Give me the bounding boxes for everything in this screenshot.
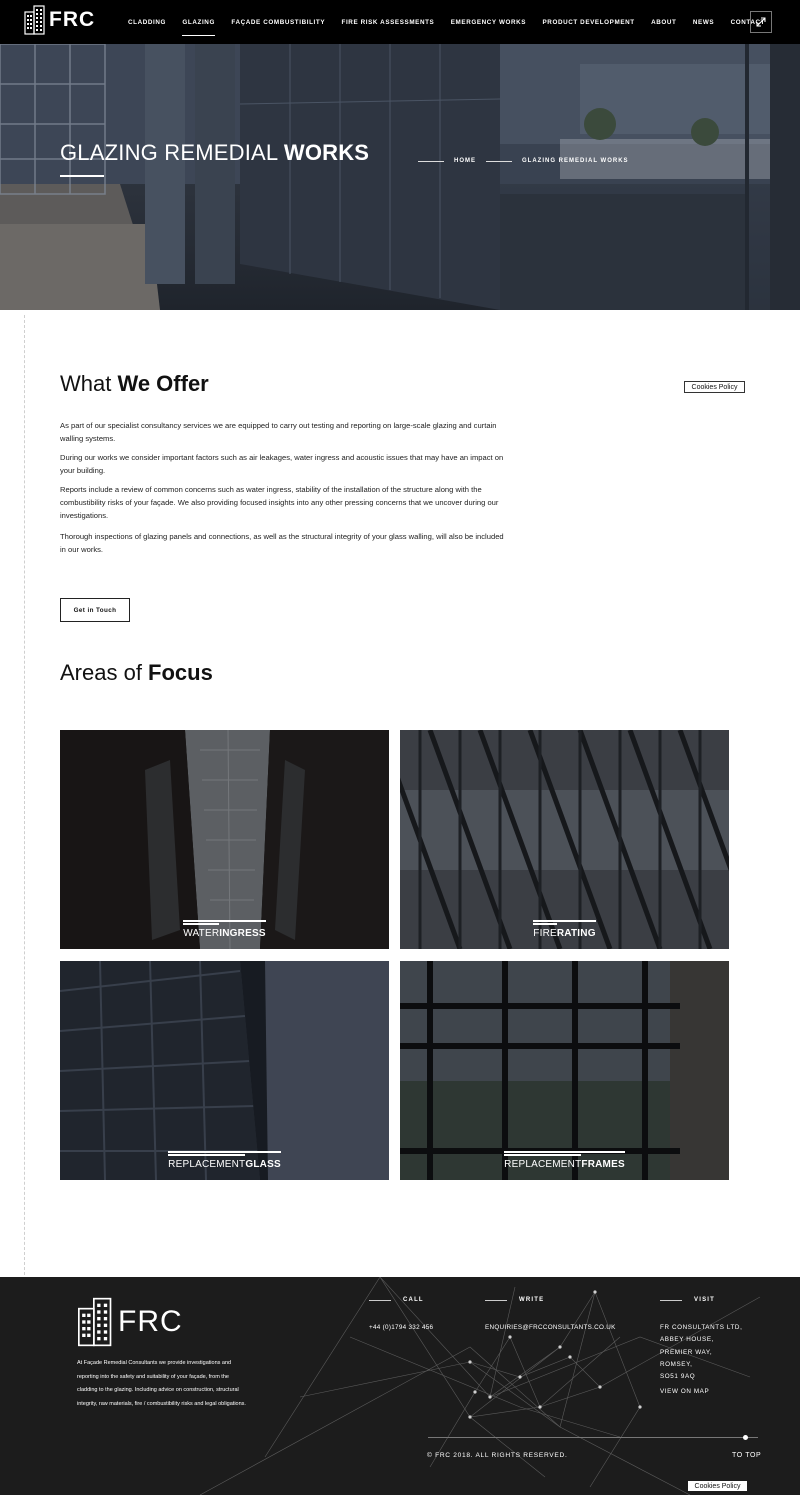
logo-text: FRC: [49, 8, 96, 31]
offer-paragraph: During our works we consider important factors such as air leakages, water ingress and acoustic issues that may have an impact on your building.: [60, 453, 504, 475]
card-label-bold: RATING: [556, 928, 596, 939]
top-navigation-bar: [0, 0, 800, 44]
footer-address: [660, 1322, 742, 1399]
offer-paragraph: As part of our specialist consultancy services we are equipped to carry out testing and reporting on large-scale glazing and curtain walling systems.: [60, 421, 497, 443]
breadcrumb-home[interactable]: HOME: [454, 158, 476, 164]
focus-heading-bold: Focus: [148, 660, 213, 685]
to-top-link[interactable]: TO TOP: [732, 1452, 762, 1459]
nav-news[interactable]: NEWS: [692, 18, 715, 26]
menu-toggle-button[interactable]: [750, 11, 772, 33]
breadcrumb-current: GLAZING REMEDIAL WORKS: [522, 158, 629, 164]
building-logo-icon: [24, 5, 46, 35]
write-label: WRITE: [519, 1297, 545, 1303]
page-title-light: GLAZING REMEDIAL: [60, 140, 284, 165]
card-label: [60, 1153, 389, 1170]
scroll-dot: [743, 1435, 748, 1440]
page-title-bold: WORKS: [283, 140, 370, 165]
address-line: ABBEY HOUSE,: [660, 1336, 714, 1344]
resize-arrows-icon: [756, 17, 766, 27]
footer-logo-text: FRC: [118, 1305, 183, 1338]
offer-paragraph: Reports include a review of common concerns such as water ingress, stability of the installation of the structure along with the combustibility risks of your façade. We also providing focused insights into any other pressing concerns that we uncover during our investigations.: [60, 485, 499, 520]
offer-paragraph: Thorough inspections of glazing panels and connections, as well as the structural integrity of your glass walling, will also be included in our works.: [60, 532, 504, 554]
view-on-map-link[interactable]: VIEW ON MAP: [660, 1388, 710, 1396]
card-label-bold: FRAMES: [581, 1159, 625, 1170]
title-underline: [60, 175, 104, 177]
nav-facade-combustibility[interactable]: FAÇADE COMBUSTIBILITY: [231, 18, 326, 26]
breadcrumb: [408, 158, 629, 164]
diagonal-facade-photo: [400, 730, 729, 949]
nav-glazing[interactable]: GLAZING: [182, 18, 215, 26]
card-label-bold: GLASS: [245, 1159, 281, 1170]
card-label-bold: INGRESS: [219, 928, 266, 939]
nav-cladding[interactable]: CLADDING: [128, 18, 167, 26]
focus-card-fire-rating[interactable]: [400, 730, 729, 949]
hero-banner: [0, 44, 800, 310]
footer-logo[interactable]: [77, 1297, 183, 1347]
card-label: [400, 1153, 729, 1170]
call-label: CALL: [403, 1297, 424, 1303]
address-line: PREMIER WAY,: [660, 1348, 713, 1356]
frc-logo[interactable]: [24, 5, 95, 35]
building-logo-icon: [77, 1297, 114, 1347]
nav-product-development[interactable]: PRODUCT DEVELOPMENT: [542, 18, 635, 26]
breadcrumb-divider: [486, 161, 512, 162]
scroll-line: [428, 1437, 758, 1438]
card-label: [400, 922, 729, 939]
address-line: ROMSEY,: [660, 1360, 693, 1368]
heading-divider: [369, 1300, 391, 1301]
side-dashed-guide: [24, 315, 25, 1275]
offer-heading-bold: We Offer: [117, 371, 209, 396]
email-link[interactable]: ENQUIRIES@FRCCONSULTANTS.CO.UK: [485, 1324, 616, 1331]
focus-card-replacement-glass[interactable]: [60, 961, 389, 1180]
card-label-light: REPLACEMENT: [504, 1156, 581, 1170]
main-nav: [128, 0, 781, 44]
site-footer: [0, 1277, 800, 1495]
card-label-light: WATER: [183, 925, 219, 939]
address-line: SO51 9AQ: [660, 1373, 696, 1381]
focus-heading-light: Areas of: [60, 660, 149, 685]
cookies-policy-button[interactable]: Cookies Policy: [684, 381, 745, 393]
footer-visit-heading: [660, 1297, 715, 1303]
footer-write-heading: [485, 1297, 544, 1303]
offer-heading-light: What: [60, 371, 118, 396]
footer-call-heading: [369, 1297, 424, 1303]
focus-heading: [60, 660, 213, 686]
card-label: [60, 922, 389, 939]
card-label-light: REPLACEMENT: [168, 1156, 245, 1170]
phone-link[interactable]: +44 (0)1794 332 456: [369, 1324, 434, 1331]
atrium-photo: [60, 730, 389, 949]
breadcrumb-divider: [418, 161, 444, 162]
focus-card-water-ingress[interactable]: [60, 730, 389, 949]
copyright: © FRC 2018. ALL RIGHTS RESERVED.: [427, 1452, 568, 1459]
footer-about-text: At Façade Remedial Consultants we provide investigations and reporting into the safety and suitability of your façade, from the cladding to the glazing. Including advice on construction, structural integrity, raw materials, fire / combustibility risks and legal obligations.: [77, 1360, 246, 1407]
nav-emergency-works[interactable]: EMERGENCY WORKS: [450, 18, 527, 26]
address-line: FR CONSULTANTS LTD,: [660, 1324, 743, 1331]
get-in-touch-button[interactable]: Get in Touch: [60, 598, 130, 622]
nav-fire-risk-assessments[interactable]: FIRE RISK ASSESSMENTS: [341, 18, 435, 26]
card-label-light: FIRE: [533, 925, 557, 939]
nav-contact[interactable]: CONTACT: [730, 18, 766, 26]
glass-tower-photo: [60, 961, 389, 1180]
window-frames-photo: [400, 961, 729, 1180]
nav-about[interactable]: ABOUT: [651, 18, 677, 26]
hero-building-image: [0, 44, 800, 310]
focus-card-replacement-frames[interactable]: [400, 961, 729, 1180]
heading-divider: [485, 1300, 507, 1301]
page-title: [60, 140, 369, 166]
visit-label: VISIT: [694, 1297, 716, 1303]
footer-cookies-policy-button[interactable]: Cookies Policy: [688, 1481, 747, 1491]
offer-heading: [60, 371, 209, 397]
heading-divider: [660, 1300, 682, 1301]
